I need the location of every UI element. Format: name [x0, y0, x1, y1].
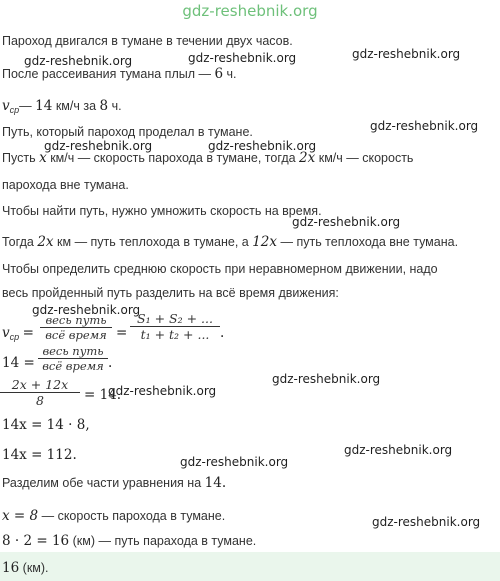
formula-v-sub: ср	[9, 332, 20, 342]
watermark: gdz-reshebnik.org	[372, 515, 481, 529]
fraction-eq-numerator: 2x + 12x	[0, 377, 80, 393]
text-line-7: Чтобы найти путь, нужно умножить скорость на время.	[2, 204, 322, 218]
watermark: gdz-reshebnik.org	[180, 455, 289, 469]
formula-end-dot: .	[220, 325, 225, 341]
text-line-8-c: км — путь теплохода в тумане, а	[57, 235, 249, 249]
text-line-5-e: км/ч — скорость	[318, 151, 414, 165]
tail-line-1	[2, 475, 226, 491]
tail-line-1-a: Разделим обе части уравнения на	[2, 476, 202, 490]
fraction-numerator: весь путь	[40, 313, 112, 328]
fraction-sum-denominator: t₁ + t₂ + ...	[140, 327, 210, 342]
watermark: gdz-reshebnik.org	[292, 215, 401, 229]
formula-eq-1: =	[22, 325, 34, 341]
fraction-equation	[0, 377, 80, 408]
value-6: 6	[214, 66, 224, 82]
dash: —	[19, 99, 32, 113]
value-8: 8	[99, 98, 109, 114]
watermark: gdz-reshebnik.org	[352, 47, 461, 61]
text-line-4: Путь, который пароход проделал в тумане.	[2, 125, 253, 139]
formula-row-1	[2, 325, 34, 345]
tail-line-2-b: — скорость парохода в тумане.	[41, 509, 226, 523]
answer-value: 16	[2, 560, 20, 576]
watermark: gdz-reshebnik.org	[108, 384, 217, 398]
text-line-5-a: Пусть	[2, 151, 36, 165]
tail-value-14: 14.	[204, 475, 227, 491]
text-line-5-c: км/ч — скорость парохода в тумане, тогда	[50, 151, 296, 165]
answer-line	[2, 560, 49, 576]
fraction-sum-numerator: S₁ + S₂ + ...	[130, 311, 220, 327]
fraction-2-denominator: всё время	[42, 359, 104, 373]
text-line-1: Пароход двигался в тумане в течении двух часов.	[2, 34, 293, 48]
fraction-eq-denominator: 8	[36, 393, 44, 408]
fraction-2-numerator: весь путь	[38, 344, 108, 359]
watermark-top: gdz-reshebnik.org	[182, 2, 318, 20]
tail-eq-8x2: 8 · 2 = 16	[2, 533, 70, 549]
tail-line-3	[2, 533, 256, 549]
watermark: gdz-reshebnik.org	[24, 54, 133, 68]
text-line-10: весь пройденный путь разделить на всё время движения:	[2, 286, 339, 300]
text-line-3-g: ч.	[111, 99, 122, 113]
formula-row-2-lhs: 14 =	[2, 355, 35, 371]
v-symbol: v	[2, 98, 10, 114]
formula-v: v	[2, 325, 10, 341]
watermark: gdz-reshebnik.org	[208, 139, 317, 153]
formula-row-2-dot: .	[108, 355, 113, 371]
fraction-sum	[130, 311, 220, 342]
var-x: x	[39, 150, 47, 166]
text-line-2-c: ч.	[226, 67, 237, 81]
answer-highlight	[0, 552, 500, 581]
answer-unit: (км).	[22, 561, 49, 575]
var-12x: 12x	[252, 234, 277, 250]
value-14: 14	[35, 98, 53, 114]
text-line-8	[2, 234, 458, 250]
formula-row-5: 14x = 112.	[2, 447, 77, 463]
fraction-denominator: всё время	[45, 328, 107, 342]
watermark: gdz-reshebnik.org	[188, 51, 297, 65]
text-line-2	[2, 66, 237, 82]
watermark: gdz-reshebnik.org	[370, 119, 479, 133]
text-line-8-a: Тогда	[2, 235, 34, 249]
tail-line-2	[2, 508, 225, 524]
var-2x: 2x	[299, 150, 316, 166]
formula-row-3-rhs: = 14.	[84, 387, 122, 403]
text-line-3-e: км/ч за	[55, 99, 97, 113]
fraction-path-time-2	[38, 344, 108, 373]
tail-eq-x8: x = 8	[2, 508, 39, 524]
text-line-9: Чтобы определить среднюю скорость при неравномерном движении, надо	[2, 262, 438, 276]
watermark: gdz-reshebnik.org	[32, 303, 141, 317]
watermark: gdz-reshebnik.org	[44, 139, 153, 153]
text-line-8-e: — путь теплохода вне тумана.	[280, 235, 459, 249]
watermark: gdz-reshebnik.org	[344, 443, 453, 457]
text-line-6: парохода вне тумана.	[2, 178, 129, 192]
watermark: gdz-reshebnik.org	[272, 372, 381, 386]
formula-row-4: 14x = 14 · 8,	[2, 417, 90, 433]
formula-eq-2: =	[116, 325, 128, 341]
tail-line-3-b: (км) — путь парахода в тумане.	[72, 534, 257, 548]
var-2x-b: 2x	[37, 234, 54, 250]
text-line-2-a: После рассеивания тумана плыл —	[2, 67, 211, 81]
fraction-path-time	[40, 313, 112, 342]
v-subscript: ср	[9, 105, 20, 115]
text-line-3	[2, 98, 122, 118]
